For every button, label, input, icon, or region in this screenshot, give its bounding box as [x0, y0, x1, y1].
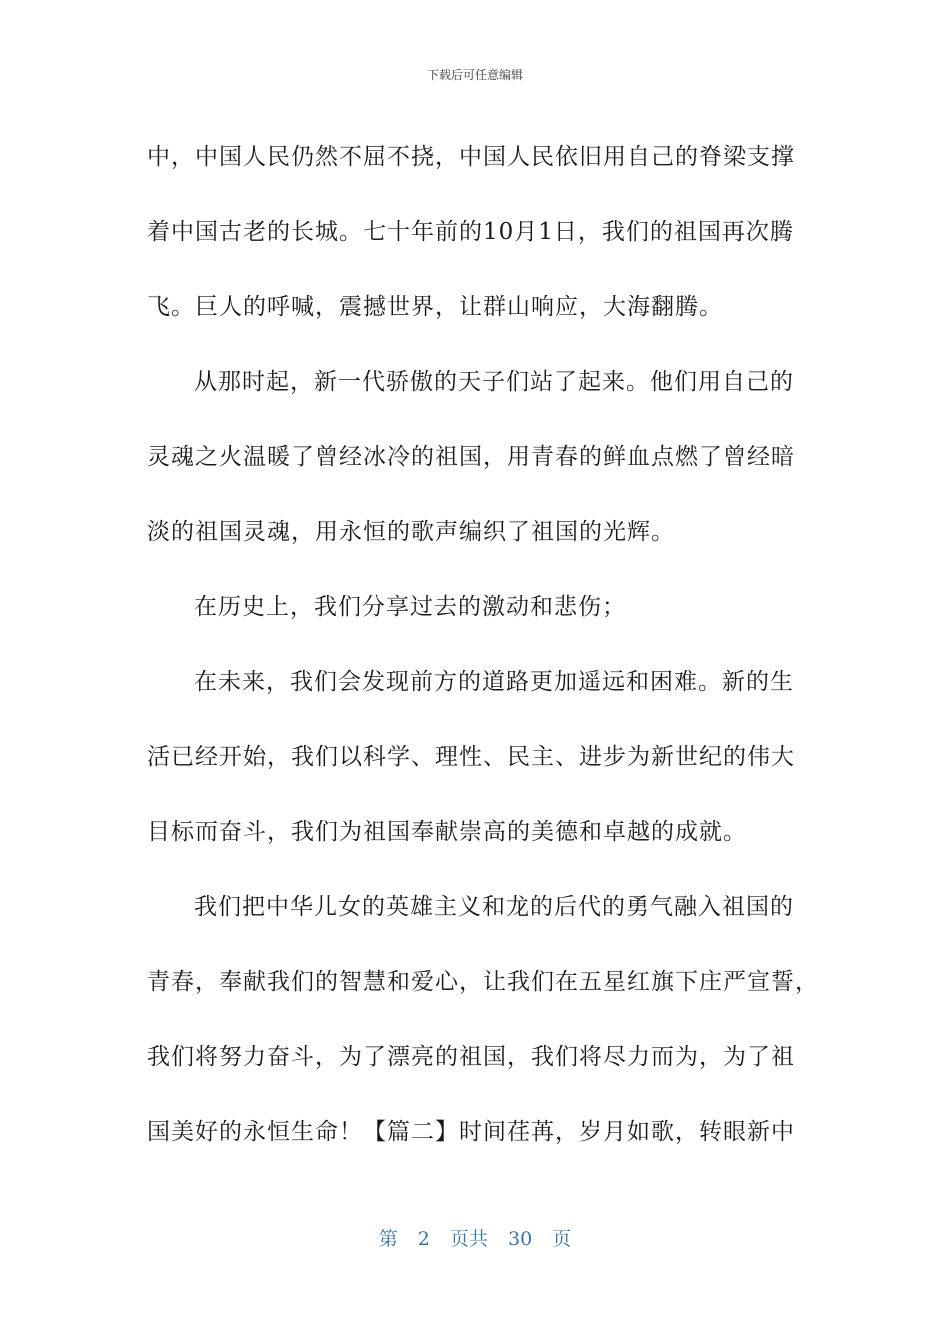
- text-line: 青春，奉献我们的智慧和爱心，让我们在五星红旗下庄严宣誓，: [147, 969, 819, 995]
- text-line: 中，中国人民仍然不屈不挠，中国人民依旧用自己的脊梁支撑: [147, 144, 795, 170]
- text-line: 灵魂之火温暖了曾经冰冷的祖国，用青春的鲜血点燃了曾经暗: [147, 444, 795, 470]
- page-header: 下载后可任意编辑: [426, 68, 523, 82]
- text-line: 在历史上，我们分享过去的激动和悲伤；: [194, 594, 626, 620]
- footer-suffix: 页: [552, 1228, 572, 1250]
- document-body: [147, 120, 819, 1170]
- text-line: 从那时起，新一代骄傲的天子们站了起来。他们用自己的: [194, 369, 794, 395]
- footer-prefix: 第: [378, 1228, 398, 1250]
- footer-page-number: 2: [417, 1228, 430, 1250]
- text-line: 国美好的永恒生命！【篇二】时间荏苒，岁月如歌，转眼新中: [147, 1119, 795, 1145]
- text-line: 活已经开始，我们以科学、理性、民主、进步为新世纪的伟大: [147, 744, 795, 770]
- footer-total-pages: 30: [508, 1228, 533, 1250]
- footer-middle: 页共: [449, 1228, 488, 1250]
- text-line: 我们把中华儿女的英雄主义和龙的后代的勇气融入祖国的: [194, 894, 794, 920]
- text-line: 飞。巨人的呼喊，震撼世界，让群山响应，大海翻腾。: [147, 294, 723, 320]
- page-footer: [0, 1224, 950, 1251]
- text-line: 我们将努力奋斗，为了漂亮的祖国，我们将尽力而为，为了祖: [147, 1044, 795, 1070]
- text-line: 着中国古老的长城。七十年前的10月1日，我们的祖国再次腾: [147, 219, 794, 245]
- text-line: 淡的祖国灵魂，用永恒的歌声编织了祖国的光辉。: [147, 519, 675, 545]
- text-line: 在未来，我们会发现前方的道路更加遥远和困难。新的生: [194, 669, 794, 695]
- text-line: 目标而奋斗，我们为祖国奉献崇高的美德和卓越的成就。: [147, 819, 747, 845]
